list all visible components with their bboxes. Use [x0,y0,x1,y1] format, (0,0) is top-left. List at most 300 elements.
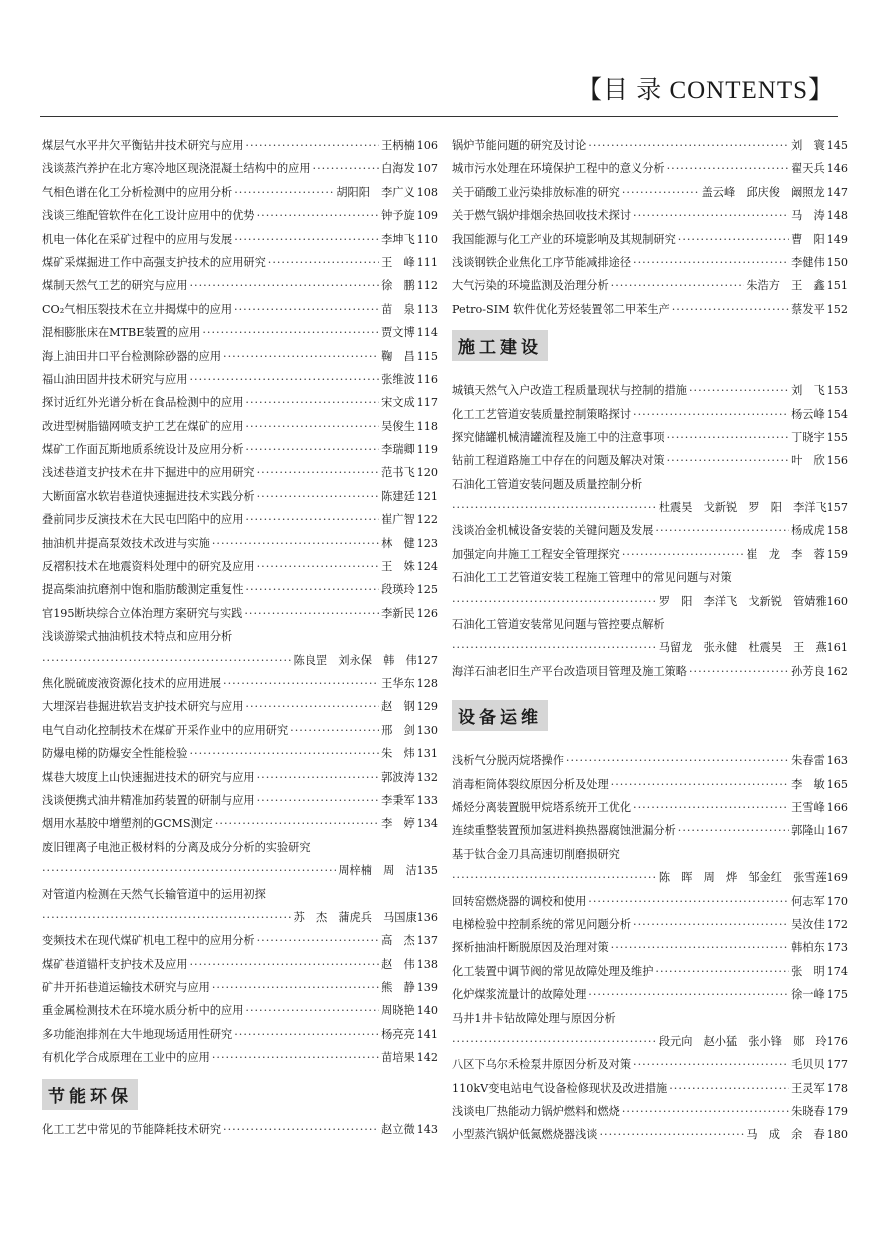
entry-title: 抽油机井提高泵效技术改进与实施 [42,536,210,550]
leader-dots [245,508,379,531]
entry-title: 回转窑燃烧器的调校和使用 [452,894,587,908]
leader-dots [689,379,789,402]
entry-title: 煤巷大坡度上山快速掘进技术的研究与应用 [42,770,255,784]
toc-entry [452,473,848,520]
leader-dots [313,157,380,180]
entry-authors: 李瑞卿 [381,443,415,457]
entry-title: 八区下乌尔禾检泵井原因分析及对策 [452,1058,632,1072]
entry-authors: 盖云峰 邱庆俊 阚照龙 [701,185,825,199]
toc-entry [452,1007,848,1054]
entry-authors: 王雪峰 [791,800,825,814]
entry-detail-row [42,859,438,882]
leader-dots [42,649,292,672]
leader-dots [452,1030,657,1053]
entry-authors: 苗培果 [381,1051,415,1065]
entry-page: 143 [416,1122,438,1136]
entry-detail-row [452,590,848,613]
toc-entry [452,913,848,936]
entry-page: 124 [416,560,438,574]
entry-page: 152 [826,302,848,316]
leader-dots [689,660,789,683]
entry-authors: 徐 鹏 [381,279,415,293]
toc-entry [452,228,848,251]
entry-authors: 王灵军 [791,1081,825,1095]
entry-title: 马井1井卡钻故障处理与原因分析 [452,1011,616,1025]
toc-entry [452,1123,848,1146]
leader-dots [622,181,700,204]
entry-page: 148 [826,209,848,223]
entry-page: 138 [416,957,438,971]
entry-authors: 吴汝佳 [791,917,825,931]
entry-page: 158 [826,524,848,538]
leader-dots [611,773,789,796]
toc-entry [452,819,848,842]
entry-page: 112 [416,279,438,293]
leader-dots [42,906,292,929]
entry-authors: 崔广智 [381,513,415,527]
entry-page: 165 [826,777,848,791]
right-column [452,134,848,1147]
toc-entry [452,796,848,819]
entry-title: 石油化工工艺管道安装工程施工管理中的常见问题与对策 [452,571,732,585]
toc-entry [42,555,438,578]
entry-page: 113 [416,302,438,316]
leader-dots [245,695,379,718]
leader-dots [667,157,789,180]
entry-title: 关于燃气锅炉排烟余热回收技术探讨 [452,209,632,223]
entry-title: 化工装置中调节阀的常见故障处理及维护 [452,964,654,978]
leader-dots [669,1077,789,1100]
entry-title: 大气污染的环境监测及治理分析 [452,279,609,293]
entry-detail-row [452,496,848,519]
toc-entry [42,929,438,952]
entry-detail-row [452,636,848,659]
entry-authors: 李坤飞 [381,232,415,246]
entry-page: 178 [826,1081,848,1095]
toc-entry [452,566,848,613]
entry-authors: 李秉军 [381,793,415,807]
entry-authors: 朱春雷 [791,754,825,768]
toc-entry [42,134,438,157]
toc-entry [452,251,848,274]
leader-dots [212,1046,379,1069]
leader-dots [223,1118,379,1141]
leader-dots [667,426,789,449]
toc-entry [452,204,848,227]
toc-entry [42,228,438,251]
entry-page: 151 [826,279,848,293]
toc-entry [42,181,438,204]
entry-authors: 刘 寰 [791,138,825,152]
entry-title: 连续重整装置预加氢进料换热器腐蚀泄漏分析 [452,824,676,838]
toc-entry [452,983,848,1006]
entry-page: 162 [826,664,848,678]
leader-dots [244,602,379,625]
entry-title: 探讨近红外光谱分析在食品检测中的应用 [42,396,244,410]
entry-authors: 苗 泉 [381,302,415,316]
toc-entry [452,379,848,402]
toc-entry [42,1023,438,1046]
toc-entry [452,403,848,426]
entry-authors: 崔 龙 李 蓉 [746,547,825,561]
entry-page: 122 [416,513,438,527]
entry-authors: 赵 伟 [381,957,415,971]
entry-page: 131 [416,747,438,761]
leader-dots [245,999,379,1022]
entry-authors: 孙芳良 [791,664,825,678]
entry-page: 172 [826,917,848,931]
entry-title: 浅谈钢铁企业焦化工序节能减排途径 [452,255,632,269]
toc-entry [42,883,438,930]
entry-page: 133 [416,793,438,807]
leader-dots [452,496,657,519]
left-column [42,134,438,1141]
entry-detail-row [452,866,848,889]
entry-title: 混相膨胀床在MTBE装置的应用 [42,326,201,340]
toc-entry [42,391,438,414]
entry-title: 大断面富水软岩巷道快速掘进技术实践分析 [42,489,255,503]
entry-title: 浅谈游梁式抽油机技术特点和应用分析 [42,630,233,644]
entry-title: 石油化工管道安装问题及质量控制分析 [452,477,643,491]
entry-title: 反褶积技术在地震资料处理中的研究及应用 [42,560,255,574]
leader-dots [599,1123,744,1146]
leader-dots [257,461,379,484]
leader-dots [257,766,379,789]
entry-title: 有机化学合成原理在工业中的应用 [42,1051,210,1065]
entry-title: 多功能泡排剂在大牛地现场适用性研究 [42,1027,233,1041]
toc-entry [42,368,438,391]
toc-entry [42,672,438,695]
toc-entry [42,999,438,1022]
leader-dots [245,134,379,157]
leader-dots [452,590,657,613]
entry-authors: 郭波涛 [381,770,415,784]
leader-dots [189,742,379,765]
entry-title: 我国能源与化工产业的环境影响及其规制研究 [452,232,676,246]
entry-page: 134 [416,817,438,831]
entry-authors: 段元向 赵小猛 张小锋 郧 玲 [658,1034,827,1048]
leader-dots [257,555,379,578]
entry-page: 156 [826,454,848,468]
entry-authors: 翟天兵 [791,162,825,176]
entry-authors: 蔡发平 [791,302,825,316]
leader-dots [667,449,789,472]
toc-entry [452,426,848,449]
entry-page: 110 [416,232,438,246]
entry-page: 130 [416,723,438,737]
entry-authors: 林 健 [381,536,415,550]
entry-title: 石油化工管道安装常见问题与管控要点解析 [452,618,665,632]
entry-page: 137 [416,934,438,948]
entry-page: 170 [826,894,848,908]
entry-page: 109 [416,209,438,223]
entry-authors: 杨云峰 [791,407,825,421]
entry-page: 118 [416,419,438,433]
entry-authors: 杨亮亮 [381,1027,415,1041]
entry-title: 浅述巷道支护技术在井下掘进中的应用研究 [42,466,255,480]
entry-page: 142 [416,1051,438,1065]
entry-authors: 赵 钢 [381,700,415,714]
entry-authors: 杨成虎 [791,524,825,538]
entry-title: 官195断块综合立体治理方案研究与实践 [42,606,243,620]
toc-entry [452,1053,848,1076]
entry-title: 消毒柜筒体裂纹原因分析及处理 [452,777,609,791]
leader-dots [678,228,789,251]
contents-title: 【目 录 CONTENTS】 [576,77,834,104]
entry-page: 139 [416,981,438,995]
entry-page: 160 [826,594,848,608]
leader-dots [588,983,789,1006]
entry-page: 121 [416,489,438,503]
entry-authors: 宋文成 [381,396,415,410]
entry-authors: 段瑛玲 [381,583,415,597]
entry-title: 防爆电梯的防爆安全性能检验 [42,747,188,761]
leader-dots [655,519,789,542]
leader-dots [566,749,789,772]
leader-dots [678,819,789,842]
toc-entry [42,1118,438,1141]
entry-authors: 周晓艳 [381,1004,415,1018]
entry-authors: 朱晓春 [791,1105,825,1119]
leader-dots [588,134,789,157]
leader-dots [234,228,379,251]
entry-title: Petro-SIM 软件优化芳烃装置邻二甲苯生产 [452,302,670,316]
entry-authors: 郭隆山 [791,824,825,838]
toc-entry [452,960,848,983]
entry-title: 城镇天然气入户改造工程质量现状与控制的措施 [452,384,687,398]
toc-entry [452,519,848,542]
entry-page: 155 [826,430,848,444]
entry-page: 107 [416,162,438,176]
entry-title: 矿井开拓巷道运输技术研究与应用 [42,981,210,995]
toc-entry [452,543,848,566]
entry-authors: 胡阳阳 李广义 [336,185,415,199]
entry-page: 169 [826,871,848,885]
entry-title: 探析抽油杆断脱原因及治理对策 [452,941,609,955]
leader-dots [290,719,379,742]
toc-entry [42,836,438,883]
leader-dots [212,532,379,555]
section-label-equipment: 设备运维 [452,700,548,731]
toc-entry [42,578,438,601]
entry-title: 基于钛合金刀具高速切削磨损研究 [452,847,620,861]
leader-dots [672,298,789,321]
entry-page: 140 [416,1004,438,1018]
entry-title: 提高柴油抗磨剂中饱和脂肪酸测定重复性 [42,583,244,597]
entry-authors: 王 峰 [381,255,415,269]
entry-title: 煤制天然气工艺的研究与应用 [42,279,188,293]
entry-authors: 吴俊生 [381,419,415,433]
toc-entry [452,157,848,180]
entry-authors: 周梓楠 周 洁 [338,864,417,878]
entry-title: 关于硝酸工业污染排放标准的研究 [452,185,620,199]
section-header-equipment [452,683,848,739]
leader-dots [202,321,379,344]
entry-title: 烯烃分离装置脱甲烷塔系统开工优化 [452,800,632,814]
leader-dots [622,1100,789,1123]
entry-title: 浅谈便携式油井精准加药装置的研制与应用 [42,793,255,807]
leader-dots [189,953,379,976]
entry-title: 化工工艺中常见的节能降耗技术研究 [42,1122,222,1136]
entry-detail-row [42,906,438,929]
toc-entry [42,321,438,344]
entry-title: 重金属检测技术在环境水质分析中的应用 [42,1004,244,1018]
entry-page: 153 [826,384,848,398]
entry-authors: 杜震昊 戈新锐 罗 阳 李洋飞 [658,501,827,515]
entry-authors: 毛贝贝 [791,1058,825,1072]
entry-page: 116 [416,372,438,386]
entry-page: 167 [826,824,848,838]
toc-entry [452,449,848,472]
toc-entry [42,274,438,297]
entry-page: 147 [826,185,848,199]
entry-title: 气相色谱在化工分析检测中的应用分析 [42,185,233,199]
entry-page: 149 [826,232,848,246]
entry-page: 145 [826,138,848,152]
construction-entries [452,379,848,683]
toc-entry [42,298,438,321]
entry-authors: 白海发 [381,162,415,176]
entry-page: 173 [826,941,848,955]
leader-dots [257,204,379,227]
entry-authors: 张维波 [381,372,415,386]
toc-entry [42,625,438,672]
entry-page: 179 [826,1105,848,1119]
entry-title: 海上油田井口平台检测除砂器的应用 [42,349,222,363]
entry-title: 煤矿采煤掘进工作中高强支护技术的应用研究 [42,255,266,269]
entry-title: 加强定向井施工工程安全管理探究 [452,547,620,561]
entry-authors: 何志军 [791,894,825,908]
spacer [452,369,848,379]
entry-title: 电梯检验中控制系统的常见问题分析 [452,917,632,931]
entry-title: 钻前工程道路施工中存在的问题及解决对策 [452,454,665,468]
entry-title: 叠前同步反演技术在大民屯凹陷中的应用 [42,513,244,527]
entry-title: 电气自动化控制技术在煤矿开采作业中的应用研究 [42,723,289,737]
toc-entry [452,843,848,890]
entry-authors: 钟予旋 [381,209,415,223]
entry-title: 煤层气水平井欠平衡钻井技术研究与应用 [42,138,244,152]
spacer [452,739,848,749]
entry-authors: 赵立微 [381,1122,415,1136]
entry-title: 福山油田固井技术研究与应用 [42,372,188,386]
entry-title: 煤矿巷道锚杆支护技术及应用 [42,957,188,971]
entry-page: 141 [416,1027,438,1041]
entry-title: 110kV变电站电气设备检修现状及改进措施 [452,1081,668,1095]
entry-page: 114 [416,326,438,340]
toc-entry [42,157,438,180]
entry-authors: 李健伟 [791,255,825,269]
entry-authors: 叶 欣 [791,454,825,468]
leader-dots [245,578,379,601]
entry-page: 128 [416,676,438,690]
toc-entry [42,766,438,789]
toc-entry [42,461,438,484]
entry-title: 浅谈蒸汽养护在北方寒冷地区现浇混凝土结构中的应用 [42,162,311,176]
entry-title: CO₂气相压裂技术在立井揭煤中的应用 [42,302,233,316]
leader-dots [611,274,745,297]
toc-entry [42,1046,438,1069]
leader-dots [257,485,379,508]
entry-title: 废旧锂离子电池正极材料的分离及成分分析的实验研究 [42,840,311,854]
entry-authors: 李 敏 [791,777,825,791]
entry-page: 157 [826,501,848,515]
leader-dots [622,543,744,566]
leader-dots [245,391,379,414]
toc-entry [452,936,848,959]
entry-title: 改进型树脂锚网喷支护工艺在煤矿的应用 [42,419,244,433]
entry-page: 163 [826,754,848,768]
entry-authors: 李新民 [381,606,415,620]
leader-dots [452,866,657,889]
entry-authors: 陈 晖 周 烨 邹金红 张雪莲 [658,871,827,885]
toc-entry [452,613,848,660]
toc-entry [42,532,438,555]
entry-title: 烟用水基胶中增塑剂的GCMS测定 [42,817,213,831]
entry-title: 化炉煤浆流量计的故障处理 [452,988,587,1002]
leader-dots [257,789,379,812]
entry-authors: 熊 静 [381,981,415,995]
section-header-construction [452,321,848,369]
entry-authors: 李 婷 [381,817,415,831]
entry-title: 对管道内检测在天然气长输管道中的运用初探 [42,887,266,901]
toc-entry [42,415,438,438]
toc-entry [42,812,438,835]
entry-title: 浅谈电厂热能动力锅炉燃料和燃烧 [452,1105,620,1119]
entry-page: 108 [416,185,438,199]
leader-dots [234,1023,379,1046]
toc-entry [42,953,438,976]
entry-page: 176 [826,1034,848,1048]
entry-page: 125 [416,583,438,597]
entry-page: 136 [416,910,438,924]
section-label-energy: 节能环保 [42,1079,138,1110]
section-label-construction: 施工建设 [452,330,548,361]
entry-authors: 王柄楠 [381,138,415,152]
entry-title: 小型蒸汽锅炉低氮燃烧器浅谈 [452,1128,598,1142]
toc-entry [452,1077,848,1100]
contents-header [40,60,838,117]
leader-dots [223,345,379,368]
leader-dots [633,403,789,426]
entry-title: 变频技术在现代煤矿机电工程中的应用分析 [42,934,255,948]
entry-page: 175 [826,988,848,1002]
toc-entry [452,274,848,297]
left-entries [42,134,438,1070]
entry-authors: 朱浩方 王 鑫 [746,279,825,293]
toc-entry [42,438,438,461]
entry-authors: 陈建廷 [381,489,415,503]
leader-dots [212,976,379,999]
energy-entries-right [452,134,848,321]
entry-page: 120 [416,466,438,480]
entry-authors: 罗 阳 李洋飞 戈新锐 管婧雅 [658,594,827,608]
leader-dots [633,204,789,227]
entry-page: 166 [826,800,848,814]
toc-entry [42,345,438,368]
leader-dots [611,936,789,959]
entry-page: 161 [826,641,848,655]
leader-dots [633,251,789,274]
entry-page: 119 [416,443,438,457]
toc-entry [452,1100,848,1123]
leader-dots [223,672,379,695]
leader-dots [633,913,789,936]
entry-authors: 范书飞 [381,466,415,480]
entry-authors: 丁晓宇 [791,430,825,444]
entry-authors: 王 姝 [381,560,415,574]
toc-entry [42,789,438,812]
toc-entry [42,742,438,765]
